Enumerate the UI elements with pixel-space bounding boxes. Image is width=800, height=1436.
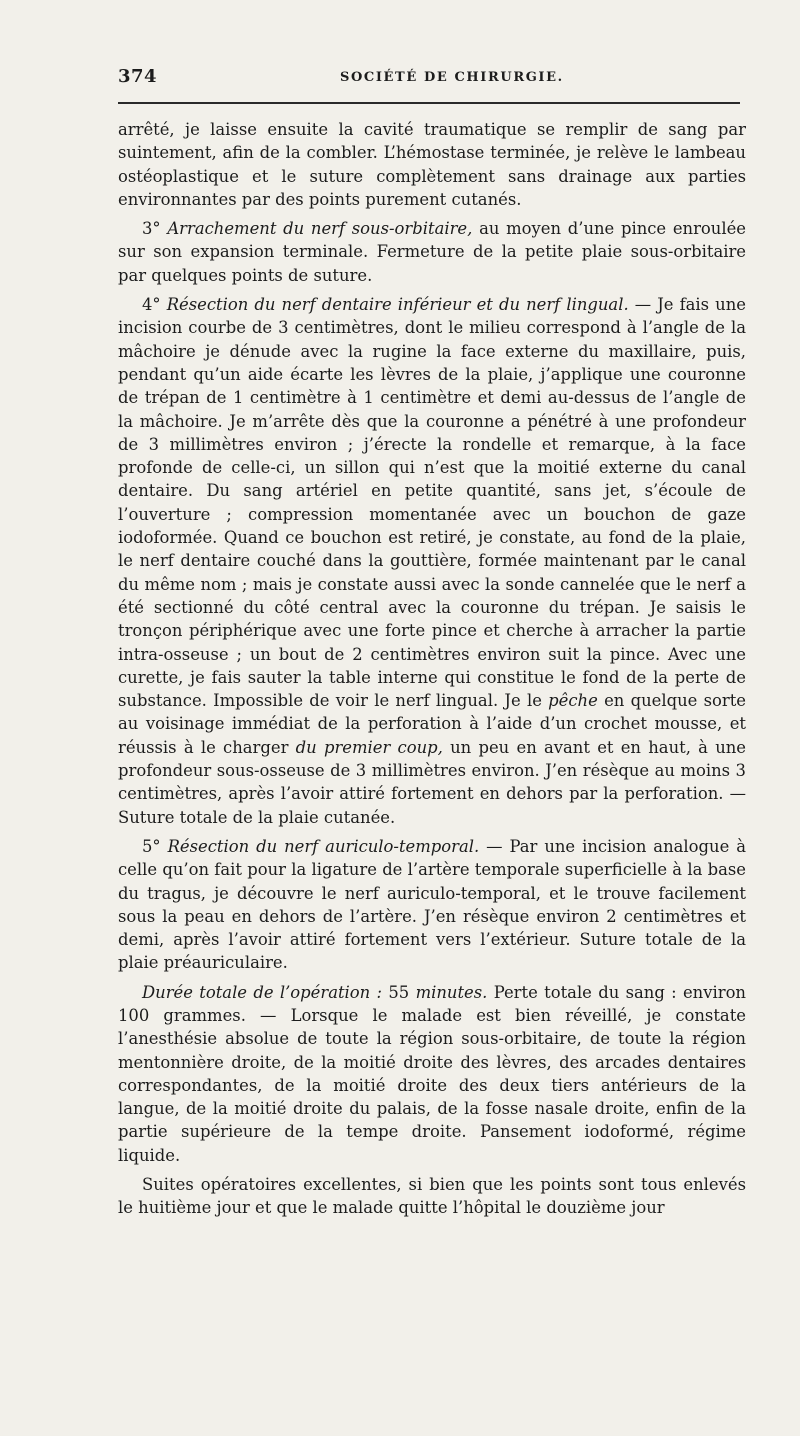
section-title: Arrachement du nerf sous-orbitaire,: [167, 219, 473, 239]
paragraph-section-4: [118, 293, 746, 829]
paragraph-section-5: [118, 835, 746, 975]
paragraph-section-3: [118, 217, 746, 287]
paragraph-text: — Par une incision analogue à celle qu’on fait pour la ligature de l’artère temporale superficielle à la base du tragus, je découvre le nerf auriculo-temporal, et le trouve facilement sous la peau en dehors de l’artère. J’en résèque environ 2 centimètres et demi, après l’avoir attiré fortement vers l’extérieur. Suture totale de la plaie préauriculaire.: [118, 836, 746, 973]
section-title: Résection du nerf dentaire inférieur et du nerf lingual.: [166, 295, 629, 315]
italic-phrase: du premier coup,: [295, 737, 443, 757]
section-title: Résection du nerf auriculo-temporal.: [167, 836, 480, 856]
duration-title: Durée totale de l’opération :: [142, 982, 383, 1002]
paragraph-text: Perte totale du sang : environ 100 grammes. — Lorsque le malade est bien réveillé, je constate l’anesthésie absolue de toute la région sous-orbitaire, de toute la région mentonnière droite, de la moitié droite des lèvres, des arcades dentaires correspondantes, de la moitié droite des deux tiers antérieurs de la langue, de la moitié droite du palais, de la fosse nasale droite, enfin de la partie supérieure de la tempe droite. Pansement iodoformé, régime liquide.: [118, 982, 746, 1165]
section-number: 5°: [142, 836, 168, 856]
paragraph-duration: [118, 981, 746, 1167]
paragraph-outcome: [118, 1173, 746, 1220]
duration-value: 55: [382, 982, 416, 1002]
paragraph-text: arrêté, je laisse ensuite la cavité traumatique se remplir de sang par suintement, afin de la combler. L’hémostase terminée, je relève le lambeau ostéoplastique et le suture complètement sans drainage aux parties environnantes par des points purement cutanés.: [118, 120, 746, 209]
section-number: 4°: [142, 295, 167, 315]
page-number: 374: [118, 66, 158, 87]
paragraph-text: Suites opératoires excellentes, si bien que les points sont tous enlevés le huitième jour et que le malade quitte l’hôpital le douzième jour: [118, 1175, 746, 1218]
italic-word: pêche: [548, 691, 598, 711]
paragraph-text: — Je fais une incision courbe de 3 centimètres, dont le milieu correspond à l’angle de la mâchoire je dénude avec la rugine la face externe du maxillaire, puis, pendant qu’un aide écarte les lèvres de la plaie, j’applique une couronne de trépan de 1 centimètre à 1 centimètre et demi au-dessus de l’angle de la mâchoire. Je m’arrête dès que la couronne a pénétré à une profondeur de 3 millimètres environ ; j’érecte la rondelle et remarque, à la face profonde de celle-ci, un sillon qui n’est que la moitié externe du canal dentaire. Du sang artériel en petite quantité, sans jet, s’écoule de l’ouverture ; compression momentanée avec un bouchon de gaze iodoformée. Quand ce bouchon est retiré, je constate, au fond de la plaie, le nerf dentaire couché dans la gouttière, formée maintenant par le canal du même nom ; mais je constate aussi avec la sonde cannelée que le nerf a été sectionné du côté central avec la couronne du trépan. Je saisis le tronçon périphérique avec une forte pince et cherche à arracher la partie intra-osseuse ; un bout de 2 centimètres environ suit la pince. Avec une curette, je fais sauter la table interne qui constitue le fond de la perte de substance. Impossible de voir le nerf lingual. Je le: [118, 295, 746, 711]
duration-unit: minutes.: [415, 982, 488, 1002]
paragraph-text: en quelque sorte au voisinage immédiat de la perforation à l’aide d’un crochet mousse, et réussis à le charger: [118, 691, 747, 757]
running-title: SOCIÉTÉ DE CHIRURGIE.: [340, 70, 564, 85]
body-text: [118, 118, 746, 1220]
paragraph-text: un peu en avant et en haut, à une profondeur sous-osseuse de 3 millimètres environ. J’en résèque au moins 3 centimètres, après l’avoir attiré fortement en dehors par la perforation. — Suture totale de la plaie cutanée.: [118, 737, 747, 827]
section-number: 3°: [142, 219, 168, 239]
header-rule: [118, 102, 740, 104]
paragraph-continuation: [118, 118, 746, 211]
paragraph-text: au moyen d’une pince enroulée sur son expansion terminale. Fermeture de la petite plaie sous-orbitaire par quelques points de suture.: [118, 219, 746, 285]
page-header: [118, 66, 743, 94]
